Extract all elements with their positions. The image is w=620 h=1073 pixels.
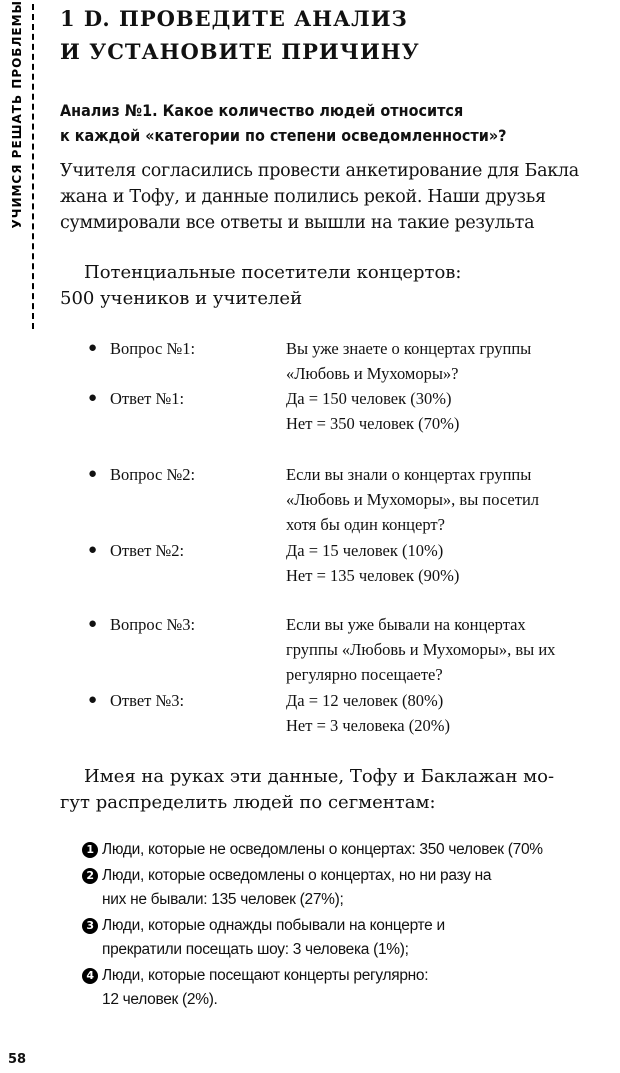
segment-number-icon: 4: [82, 968, 98, 984]
question-label: Вопрос №2:: [110, 465, 196, 484]
answer-line: Да = 15 человек (10%): [286, 541, 444, 560]
segment-number-icon: 2: [82, 868, 98, 884]
heading-line-1: 1 D. ПРОВЕДИТЕ АНАЛИЗ: [60, 6, 408, 31]
answer-line: Нет = 350 человек (70%): [286, 414, 460, 433]
question-line: Если вы знали о концертах группы: [286, 465, 532, 484]
question-line: «Любовь и Мухоморы»?: [286, 364, 459, 383]
segment-number-icon: 1: [82, 842, 98, 858]
question-line: группы «Любовь и Мухоморы», вы их: [286, 640, 556, 659]
question-1: [88, 336, 608, 386]
segment-line: Люди, которые однажды побывали на концерте и: [102, 917, 445, 934]
conclusion-line-1: Имея на руках эти данные, Тофу и Баклажан мо-: [84, 766, 555, 787]
answer-text: [286, 688, 608, 738]
question-label: Вопрос №1:: [110, 339, 196, 358]
intro-line-3: суммировали все ответы и вышли на такие результа: [60, 213, 535, 233]
potential-line-2: 500 учеников и учителей: [60, 288, 303, 309]
answer-text: [286, 386, 608, 436]
question-text: [286, 612, 608, 687]
question-line: Если вы уже бывали на концертах: [286, 615, 526, 634]
question-line: регулярно посещаете?: [286, 665, 443, 684]
answer-1: [88, 386, 608, 436]
segment-line: Люди, которые посещают концерты регулярно:: [102, 967, 429, 984]
segment-line: Люди, которые не осведомлены о концертах: 350 человек (70%: [102, 841, 543, 858]
potential-line-1: Потенциальные посетители концертов:: [84, 262, 462, 283]
answer-label: Ответ №2:: [110, 541, 185, 560]
segment-text: [102, 964, 428, 1012]
segment-text: [102, 914, 445, 962]
bullet-icon: ●: [88, 466, 98, 482]
analysis-line-1: Анализ №1. Какое количество людей относится: [60, 101, 464, 120]
running-title-text: УЧИМСЯ РЕШАТЬ ПРОБЛЕМЫ: [10, 0, 24, 229]
segment-item: [82, 838, 612, 862]
question-line: хотя бы один концерт?: [286, 515, 445, 534]
intro-line-2: жана и Тофу, и данные полились рекой. Наши друзья: [60, 187, 546, 207]
segment-item: [82, 914, 612, 962]
bullet-icon: ●: [88, 340, 98, 356]
segment-item: [82, 864, 612, 912]
segment-text: [102, 838, 543, 862]
question-line: «Любовь и Мухоморы», вы посетил: [286, 490, 540, 509]
question-label: Вопрос №3:: [110, 615, 196, 634]
heading-line-2: И УСТАНОВИТЕ ПРИЧИНУ: [60, 39, 420, 64]
answer-line: Да = 12 человек (80%): [286, 691, 444, 710]
segment-list: [82, 838, 612, 1012]
question-2: [88, 462, 608, 537]
segment-line: них не бывали: 135 человек (27%);: [102, 891, 344, 908]
intro-paragraph: [60, 158, 616, 236]
answer-3: [88, 688, 608, 738]
segment-line: Люди, которые осведомлены о концертах, но ни разу на: [102, 867, 492, 884]
answer-label: Ответ №1:: [110, 389, 185, 408]
answer-label: Ответ №3:: [110, 691, 185, 710]
section-heading: [60, 2, 600, 68]
conclusion-line-2: гут распределить людей по сегментам:: [60, 792, 436, 813]
question-text: [286, 336, 608, 386]
bullet-icon: ●: [88, 390, 98, 406]
answer-line: Нет = 135 человек (90%): [286, 566, 460, 585]
analysis-line-2: к каждой «категории по степени осведомленности»?: [60, 126, 507, 145]
answer-line: Да = 150 человек (30%): [286, 389, 452, 408]
bullet-icon: ●: [88, 542, 98, 558]
answer-text: [286, 538, 608, 588]
bullet-icon: ●: [88, 616, 98, 632]
running-title: [6, 0, 28, 330]
segment-number-icon: 3: [82, 918, 98, 934]
potential-visitors: [60, 260, 600, 312]
bullet-icon: ●: [88, 692, 98, 708]
margin-divider: [32, 4, 34, 329]
analysis-subheading: [60, 98, 600, 148]
conclusion-paragraph: [60, 764, 620, 816]
question-3: [88, 612, 608, 687]
intro-line-1: Учителя согласились провести анкетирование для Бакла: [60, 161, 579, 181]
question-text: [286, 462, 608, 537]
answer-2: [88, 538, 608, 588]
page-number: 58: [8, 1052, 27, 1067]
segment-line: прекратили посещать шоу: 3 человека (1%);: [102, 941, 409, 958]
segment-line: 12 человек (2%).: [102, 991, 218, 1008]
question-line: Вы уже знаете о концертах группы: [286, 339, 532, 358]
answer-line: Нет = 3 человека (20%): [286, 716, 450, 735]
segment-item: [82, 964, 612, 1012]
segment-text: [102, 864, 491, 912]
